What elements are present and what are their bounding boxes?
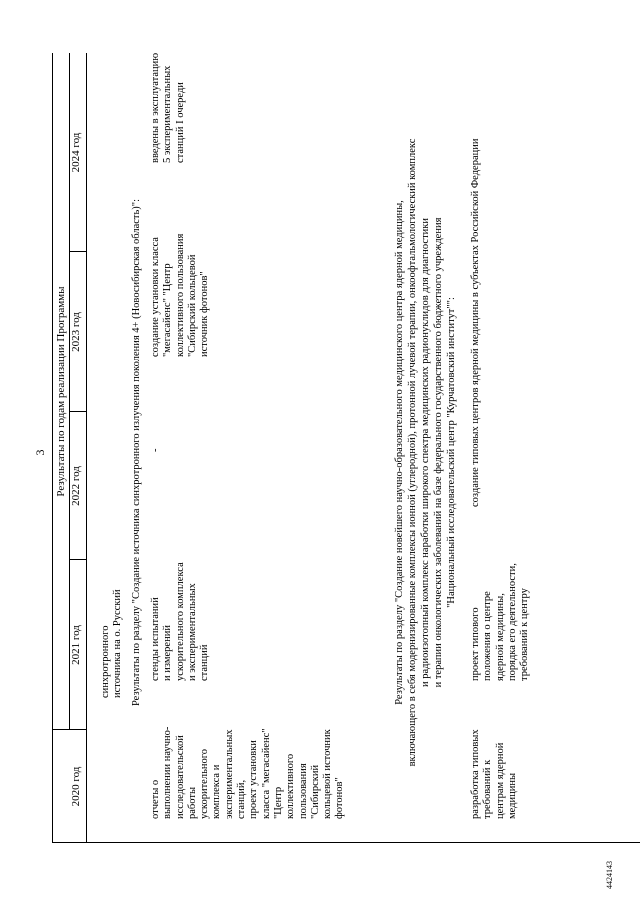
section-title-nuclear-medicine-line-4: и терапии онкологических заболеваний на базе федерального государственного бюджетного учреждения: [433, 217, 444, 688]
document-id: 4424143: [605, 861, 614, 889]
group-header: Результаты по годам реализации Программы: [55, 286, 67, 497]
page-number: 3: [33, 449, 47, 456]
section-title-nuclear-medicine-line-3: и радиоизотопный комплекс наработки широкого спектра медицинских радионуклидов для диагностики: [420, 217, 431, 688]
cell-2020-synchrotron: отчеты о выполнении научно- исследовательской работы ускорительного комплекса и экспериментальных станций, проект установки класса "мегасайенс" "Центр коллективного пользования "Сибирский кольцевой источник фотонов": [150, 726, 346, 819]
cell-2022-synchrotron: -: [150, 448, 161, 452]
continuation-text-2021: синхротронного источника на о. Русский: [100, 589, 124, 698]
section-title-synchrotron: Результаты по разделу "Создание источника синхротронного излучения поколения 4+ (Новосибирская область)":: [131, 198, 142, 707]
section-title-nuclear-medicine-line-2: включающего в себя модернизированные комплексы ионной (углеродной), протонной лучевой терапии, онкоофтальмологический комплекс: [407, 138, 418, 767]
table-top-rule: [52, 53, 53, 843]
table-header-rule: [86, 53, 87, 843]
column-header-2024: 2024 год: [70, 132, 82, 173]
cell-2021-nuclear-medicine: проект типового положения о центре ядерной медицины, порядка его деятельности, требований к центру: [470, 563, 531, 681]
cell-2022-2024-nuclear-medicine: создание типовых центров ядерной медицины в субъектах Российской Федерации: [470, 138, 481, 507]
column-header-2022: 2022 год: [70, 466, 82, 506]
cell-2024-synchrotron: введены в эксплуатацию 5 экспериментальных станций I очереди: [150, 52, 186, 163]
section-title-nuclear-medicine-line-5: "Национальный исследовательский центр "Курчатовский институт"":: [446, 297, 457, 608]
cell-2023-synchrotron: создание установки класса "мегасайенс" "Центр коллективного пользования "Сибирский кольцевой источник фотонов": [150, 233, 211, 357]
column-header-2021: 2021 год: [70, 625, 82, 665]
column-header-2020: 2020 год: [70, 766, 82, 807]
cell-2021-synchrotron: стенды испытаний и измерений ускорительного комплекса и экспериментальных станций: [150, 562, 211, 681]
section-title-nuclear-medicine-line-1: Результаты по разделу "Создание новейшего научно-образовательного медицинского центра ядерной медицины,: [394, 200, 405, 705]
cell-2020-nuclear-medicine: разработка типовых требований к центрам ядерной медицины: [470, 729, 518, 819]
column-header-2023: 2023 год: [70, 312, 82, 352]
